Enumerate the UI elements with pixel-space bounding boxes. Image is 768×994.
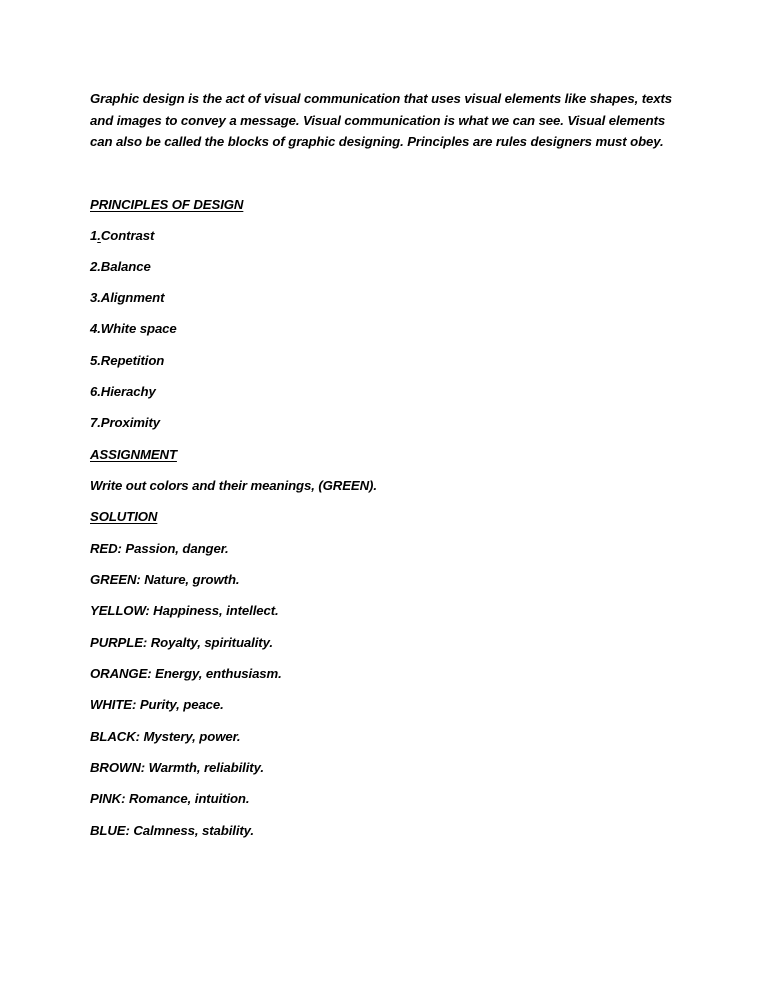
principle-dot: . <box>97 228 101 243</box>
color-meaning-yellow: YELLOW: Happiness, intellect. <box>90 603 279 618</box>
document-page <box>90 88 680 838</box>
color-meaning-orange: ORANGE: Energy, enthusiasm. <box>90 666 282 681</box>
principle-item-1 <box>90 227 154 245</box>
principle-item-6: 6.Hierachy <box>90 384 156 399</box>
assignment-heading: ASSIGNMENT <box>90 447 177 462</box>
color-meaning-black: BLACK: Mystery, power. <box>90 729 241 744</box>
principles-heading: PRINCIPLES OF DESIGN <box>90 197 244 212</box>
principle-item-3: 3.Alignment <box>90 290 165 305</box>
principle-item-7: 7.Proximity <box>90 415 160 430</box>
color-meaning-purple: PURPLE: Royalty, spirituality. <box>90 635 273 650</box>
principle-item-2: 2.Balance <box>90 259 151 274</box>
principle-label: Contrast <box>100 228 155 243</box>
color-meaning-red: RED: Passion, danger. <box>90 541 229 556</box>
principle-item-5: 5.Repetition <box>90 353 165 368</box>
principle-number: 1 <box>90 228 98 243</box>
principle-item-4: 4.White space <box>90 321 177 336</box>
assignment-text: Write out colors and their meanings, (GREEN). <box>90 478 377 493</box>
solution-heading: SOLUTION <box>90 509 158 524</box>
color-meaning-green: GREEN: Nature, growth. <box>90 572 240 587</box>
color-meaning-white: WHITE: Purity, peace. <box>90 697 224 712</box>
color-meaning-blue: BLUE: Calmness, stability. <box>90 823 254 838</box>
color-meaning-pink: PINK: Romance, intuition. <box>90 791 250 806</box>
color-meaning-brown: BROWN: Warmth, reliability. <box>90 760 264 775</box>
intro-paragraph: Graphic design is the act of visual communication that uses visual elements like shapes, texts and images to convey a message. Visual communication is what we can see. Visual elements can also be called the blocks of graphic designing. Principles are rules designers must obey. <box>90 91 673 149</box>
